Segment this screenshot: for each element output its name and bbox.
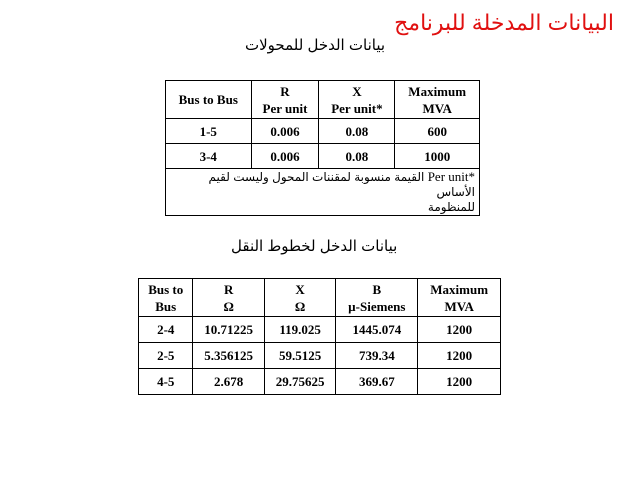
header-line: Bus to: [148, 281, 184, 297]
cell: 600: [395, 119, 480, 144]
header-line: Bus to Bus: [178, 92, 238, 107]
lines-table: [138, 278, 501, 395]
cell: 1200: [418, 369, 501, 395]
cell: 1000: [395, 144, 480, 169]
transformers-heading: بيانات الدخل للمحولات: [245, 37, 386, 54]
note-text-continued: للمنظومة: [427, 200, 475, 214]
header-line: µ-Siemens: [348, 298, 406, 314]
header-line: X: [352, 83, 362, 99]
cell: 59.5125: [264, 343, 335, 369]
lines-heading: بيانات الدخل لخطوط النقل: [231, 238, 398, 255]
cell: 0.006: [251, 119, 319, 144]
transformers-table: [165, 80, 480, 216]
header-line: Bus: [155, 298, 177, 314]
header-max-mva: [418, 279, 501, 317]
table-header-row: [139, 279, 501, 317]
header-bus-to-bus: [166, 81, 252, 119]
cell: 119.025: [264, 317, 335, 343]
header-line: Ω: [223, 298, 234, 314]
header-x: [264, 279, 335, 317]
note-label: Per unit*: [427, 169, 475, 184]
table-row: [139, 343, 501, 369]
cell: 2.678: [193, 369, 264, 395]
header-line: Maximum: [430, 281, 489, 297]
header-r: [193, 279, 264, 317]
cell: 1200: [418, 343, 501, 369]
note-row: [166, 169, 480, 216]
header-line: Per unit: [262, 100, 308, 116]
cell: 2-5: [139, 343, 193, 369]
header-line: MVA: [444, 298, 474, 314]
header-line: R: [280, 83, 290, 99]
cell: 0.08: [319, 119, 395, 144]
cell: 1-5: [166, 119, 252, 144]
header-line: R: [223, 281, 234, 297]
per-unit-note: [166, 169, 480, 216]
cell: 369.67: [336, 369, 418, 395]
header-bus-to-bus: [139, 279, 193, 317]
table-row: [166, 119, 480, 144]
table-row: [166, 144, 480, 169]
table-header-row: [166, 81, 480, 119]
table-row: [139, 317, 501, 343]
header-line: Maximum: [408, 83, 467, 99]
header-r: [251, 81, 319, 119]
header-line: X: [295, 281, 305, 297]
cell: 0.006: [251, 144, 319, 169]
cell: 1200: [418, 317, 501, 343]
header-line: MVA: [422, 100, 452, 116]
cell: 10.71225: [193, 317, 264, 343]
header-b: [336, 279, 418, 317]
cell: 4-5: [139, 369, 193, 395]
header-line: Ω: [294, 298, 306, 314]
table-row: [139, 369, 501, 395]
cell: 1445.074: [336, 317, 418, 343]
cell: 739.34: [336, 343, 418, 369]
cell: 29.75625: [264, 369, 335, 395]
note-text: القيمة منسوبة لمقننات المحول وليست لقيم الأساس: [208, 170, 475, 199]
cell: 0.08: [319, 144, 395, 169]
cell: 2-4: [139, 317, 193, 343]
header-x: [319, 81, 395, 119]
page-title: البيانات المدخلة للبرنامج: [394, 10, 614, 35]
header-line: B: [372, 281, 382, 297]
header-max-mva: [395, 81, 480, 119]
cell: 3-4: [166, 144, 252, 169]
header-line: Per unit*: [331, 100, 383, 116]
cell: 5.356125: [193, 343, 264, 369]
